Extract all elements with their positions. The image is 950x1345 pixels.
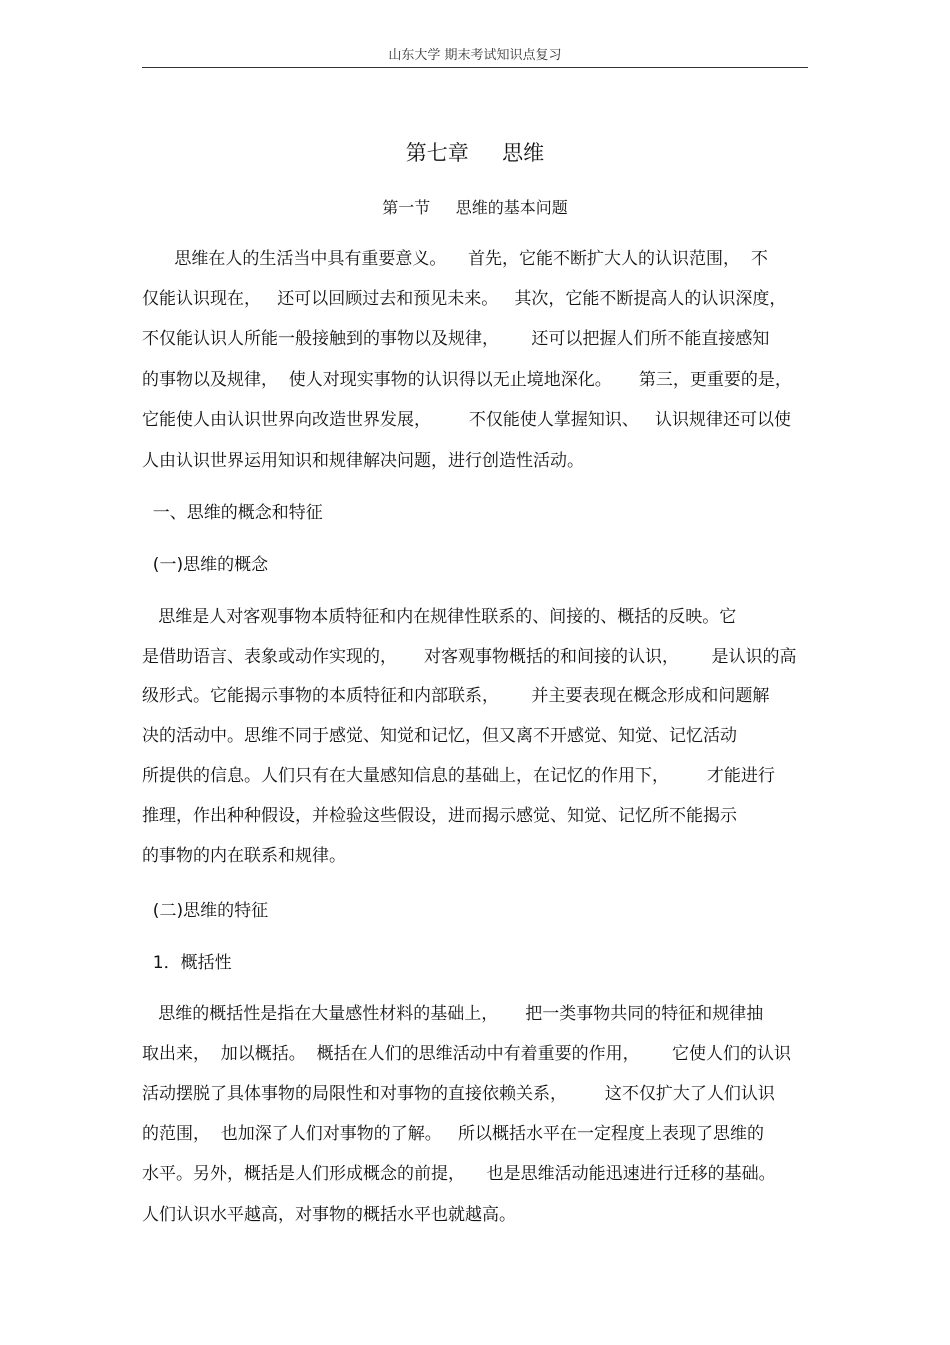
header-divider [142,67,808,68]
intro-line: 思维在人的生活当中具有重要意义。 首先，它能不断扩大人的认识范围， 不 [142,249,768,269]
intro-line: 不仅能认识人所能一般接触到的事物以及规律， 还可以把握人们所不能直接感知 [142,329,770,349]
concept-line: 级形式。它能揭示事物的本质特征和内部联系， 并主要表现在概念形成和问题解 [142,686,770,706]
section-title: 第一节 思维的基本问题 [382,198,568,217]
concept-line: 思维是人对客观事物本质特征和内在规律性联系的、间接的、概括的反映。它 [142,607,737,627]
concept-line: 所提供的信息。人们只有在大量感知信息的基础上，在记忆的作用下， 才能进行 [142,766,775,786]
generality-line: 水平。另外，概括是人们形成概念的前提， 也是思维活动能迅速进行迁移的基础。 [142,1164,776,1184]
chapter-title: 第七章 思维 [405,141,545,165]
generality-line: 思维的概括性是指在大量感性材料的基础上， 把一类事物共同的特征和规律抽 [142,1004,764,1024]
heading-concept: (一)思维的概念 [142,555,269,575]
heading-concept-and-features: 一、思维的概念和特征 [142,503,323,523]
concept-line: 是借助语言、表象或动作实现的， 对客观事物概括的和间接的认识， 是认识的高 [142,647,797,667]
generality-line: 的范围， 也加深了人们对事物的了解。 所以概括水平在一定程度上表现了思维的 [142,1124,765,1144]
page-header: 山东大学 期末考试知识点复习 [388,48,562,63]
intro-line: 人由认识世界运用知识和规律解决问题，进行创造性活动。 [142,451,584,471]
heading-features: (二)思维的特征 [142,901,269,921]
generality-line: 活动摆脱了具体事物的局限性和对事物的直接依赖关系， 这不仅扩大了人们认识 [142,1084,775,1104]
intro-line: 仅能认识现在， 还可以回顾过去和预见未来。 其次，它能不断提高人的认识深度， [142,289,787,309]
intro-line: 的事物以及规律， 使人对现实事物的认识得以无止境地深化。 第三，更重要的是， [142,370,792,390]
generality-line: 取出来， 加以概括。 概括在人们的思维活动中有着重要的作用， 它使人们的认识 [142,1044,792,1064]
concept-line: 决的活动中。思维不同于感觉、知觉和记忆，但又离不开感觉、知觉、记忆活动 [142,726,737,746]
intro-line: 它能使人由认识世界向改造世界发展， 不仅能使人掌握知识、 认识规律还可以使 [142,410,792,430]
heading-generality: 1．概括性 [142,953,232,973]
concept-line: 推理，作出种种假设，并检验这些假设，进而揭示感觉、知觉、记忆所不能揭示 [142,806,737,826]
generality-line: 人们认识水平越高，对事物的概括水平也就越高。 [142,1205,516,1225]
concept-line: 的事物的内在联系和规律。 [142,846,346,866]
